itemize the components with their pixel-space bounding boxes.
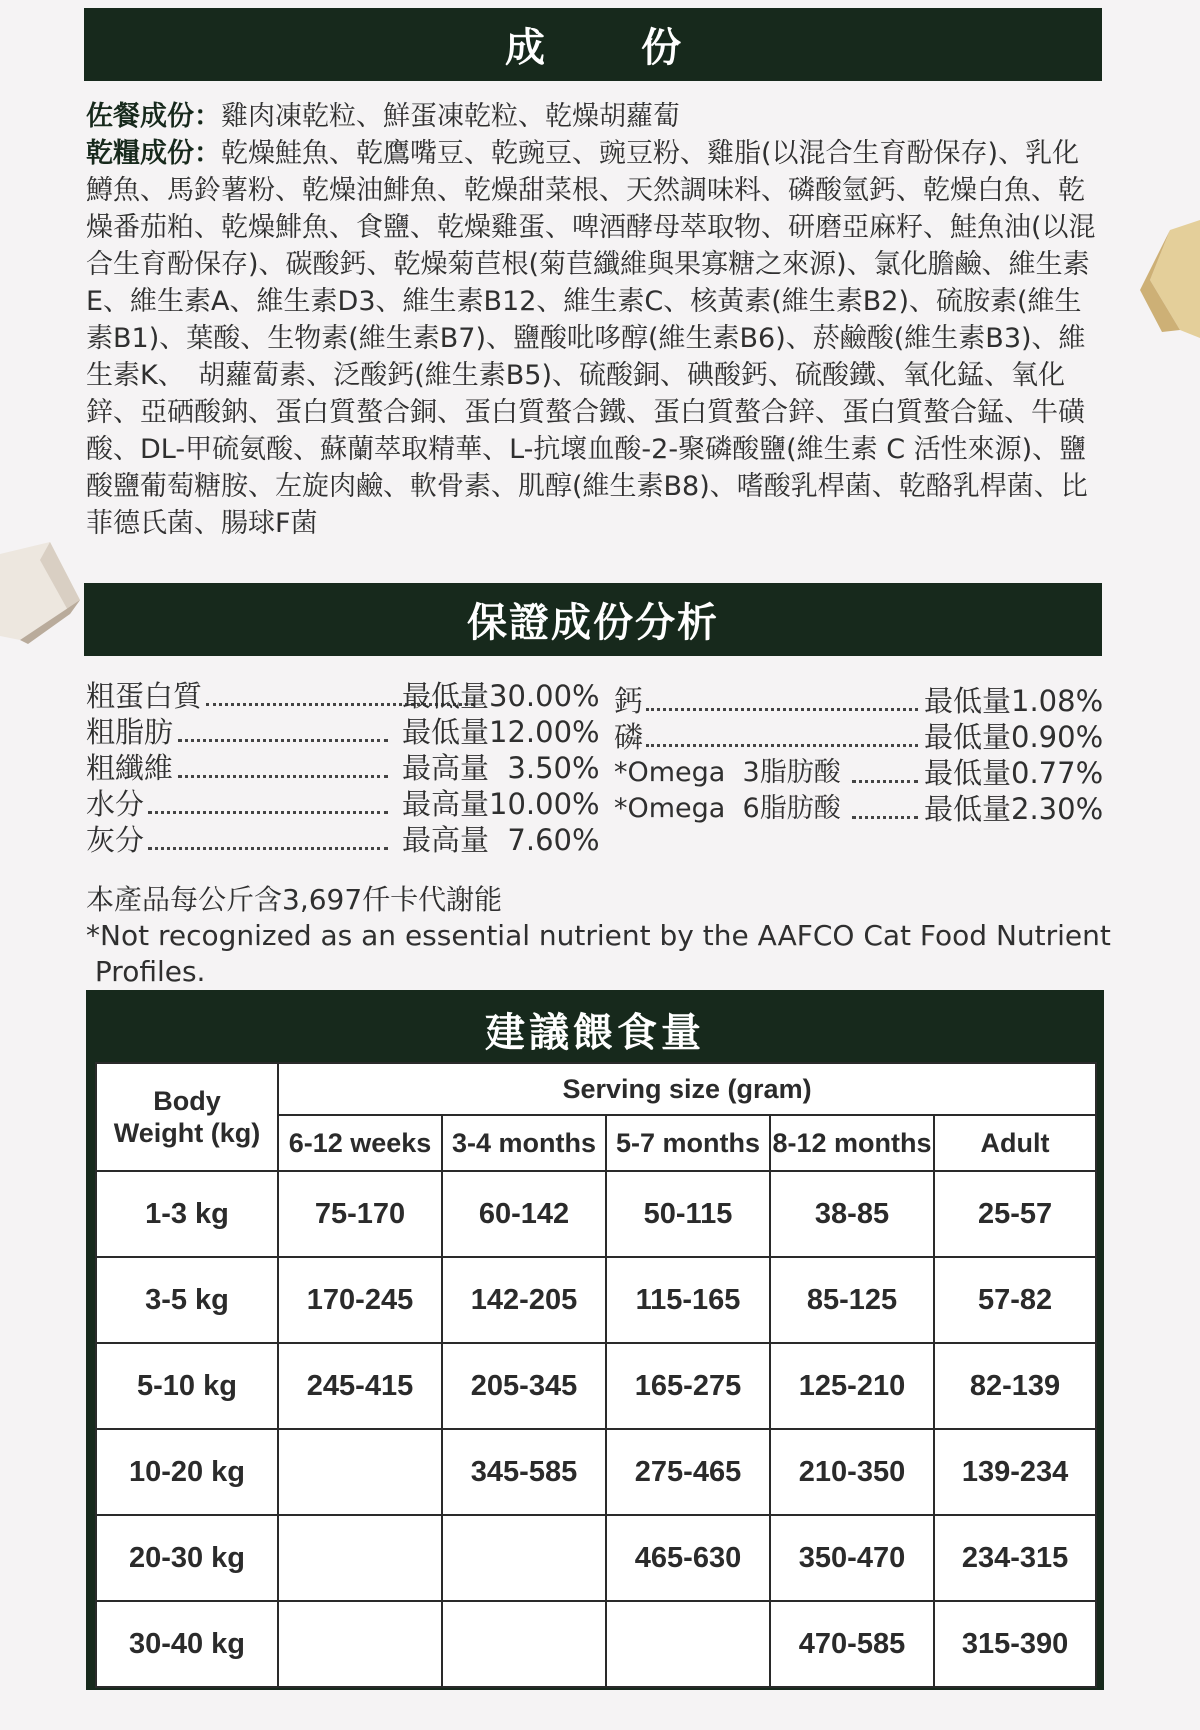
weight-cell: 1-3 kg (96, 1171, 278, 1257)
serving-cell (278, 1601, 442, 1687)
analysis-row (614, 755, 1114, 791)
serving-cell: 142-205 (442, 1257, 606, 1343)
analysis-value: 最高量10.00% (402, 787, 600, 821)
age-header: 5-7 months (606, 1115, 770, 1171)
analysis-name: 灰分 (86, 823, 145, 857)
kibble-label: 乾糧成份： (86, 138, 221, 169)
feeding-guide (86, 990, 1104, 1690)
aafco-footnote: *Not recognized as an essential nutrient by the AAFCO Cat Food Nutrient Profiles. (86, 919, 1111, 988)
serving-cell: 345-585 (442, 1429, 606, 1515)
analysis-value: 最低量30.00% (402, 679, 600, 713)
table-header-row (96, 1063, 1096, 1115)
serving-cell: 245-415 (278, 1343, 442, 1429)
analysis-value: 最低量0.90% (924, 720, 1104, 754)
analysis-value: 最高量 7.60% (402, 823, 600, 857)
analysis-value: 最低量1.08% (924, 684, 1104, 718)
analysis-name: *Omega 6脂肪酸 (614, 793, 841, 824)
serving-cell: 165-275 (606, 1343, 770, 1429)
analysis-row (86, 822, 600, 858)
analysis-row (614, 683, 1114, 719)
analysis-row (86, 678, 600, 714)
serving-cell: 315-390 (934, 1601, 1096, 1687)
age-header: 8-12 months (770, 1115, 934, 1171)
table-row (96, 1343, 1096, 1429)
energy-statement: 本產品每公斤含3,697仟卡代謝能 (86, 883, 503, 916)
analysis-name: *Omega 3脂肪酸 (614, 757, 841, 788)
table-row (96, 1429, 1096, 1515)
serving-cell: 50-115 (606, 1171, 770, 1257)
table-row (96, 1257, 1096, 1343)
weight-cell: 5-10 kg (96, 1343, 278, 1429)
age-header: Adult (934, 1115, 1096, 1171)
analysis-value: 最低量2.30% (924, 792, 1104, 826)
kibble-chunk-image-right (1140, 220, 1200, 340)
serving-cell: 470-585 (770, 1601, 934, 1687)
serving-cell: 210-350 (770, 1429, 934, 1515)
analysis-name: 鈣 (614, 684, 644, 718)
analysis-name: 水分 (86, 787, 145, 821)
topping-ingredients (86, 98, 1102, 135)
serving-cell (278, 1515, 442, 1601)
serving-cell: 82-139 (934, 1343, 1096, 1429)
serving-cell (278, 1429, 442, 1515)
weight-cell: 20-30 kg (96, 1515, 278, 1601)
feeding-guide-title: 建議餵食量 (485, 1009, 705, 1056)
analysis-row (614, 719, 1114, 755)
serving-cell: 75-170 (278, 1171, 442, 1257)
serving-cell: 275-465 (606, 1429, 770, 1515)
analysis-row (614, 791, 1114, 827)
table-row (96, 1515, 1096, 1601)
serving-cell: 234-315 (934, 1515, 1096, 1601)
kibble-ingredients (86, 135, 1102, 542)
analysis-row (86, 714, 600, 750)
ingredients-block (86, 98, 1102, 542)
serving-cell: 465-630 (606, 1515, 770, 1601)
serving-cell: 350-470 (770, 1515, 934, 1601)
table-row (96, 1171, 1096, 1257)
analysis-name: 粗纖維 (86, 751, 174, 785)
serving-cell: 25-57 (934, 1171, 1096, 1257)
serving-size-header: Serving size (gram) (278, 1063, 1096, 1115)
analysis-value: 最低量12.00% (402, 715, 600, 749)
serving-cell (442, 1601, 606, 1687)
topping-label: 佐餐成份： (86, 101, 221, 132)
body-weight-header: Body Weight (kg) (96, 1063, 278, 1171)
serving-cell: 205-345 (442, 1343, 606, 1429)
ingredients-section-title: 成 份 (84, 8, 1102, 81)
analysis-row (86, 750, 600, 786)
analysis-row (86, 786, 600, 822)
analysis-name: 粗脂肪 (86, 715, 174, 749)
feeding-table (95, 1062, 1097, 1688)
serving-cell: 125-210 (770, 1343, 934, 1429)
topping-text: 雞肉凍乾粒、鮮蛋凍乾粒、乾燥胡蘿蔔 (221, 101, 680, 132)
serving-cell: 85-125 (770, 1257, 934, 1343)
serving-cell: 115-165 (606, 1257, 770, 1343)
kibble-chunk-image-left (0, 540, 84, 650)
weight-cell: 10-20 kg (96, 1429, 278, 1515)
analysis-value: 最高量 3.50% (402, 751, 600, 785)
serving-cell (606, 1601, 770, 1687)
serving-cell: 170-245 (278, 1257, 442, 1343)
kibble-text: 乾燥鮭魚、乾鷹嘴豆、乾豌豆、豌豆粉、雞脂(以混合生育酚保存)、乳化鱒魚、馬鈴薯粉、乾燥油鯡魚、乾燥甜菜根、天然調味料、磷酸氫鈣、乾燥白魚、乾燥番茄粕、乾燥鯡魚、食鹽、乾燥雞蛋、啤酒酵母萃取物、研磨亞麻籽、鮭魚油(以混合生育酚保存)、碳酸鈣、乾燥菊苣根(菊苣纖維與果寡糖之來源)、氯化膽鹼、維生素E、維生素A、維生素D3、維生素B12、維生素C、核黃素(維生素B2)、硫胺素(維生素B1)、葉酸、生物素(維生素B7)、鹽酸吡哆醇(維生素B6)、菸鹼酸(維生素B3)、維生素K、 胡蘿蔔素、泛酸鈣(維生素B5)、硫酸銅、碘酸鈣、硫酸鐵、氧化錳、氧化鋅、亞硒酸鈉、蛋白質螯合銅、蛋白質螯合鐵、蛋白質螯合鋅、蛋白質螯合錳、牛磺酸、DL-甲硫氨酸、蘇蘭萃取精華、L-抗壞血酸-2-聚磷酸鹽(維生素 C 活性來源)、鹽酸鹽葡萄糖胺、左旋肉鹼、軟骨素、肌醇(維生素B8)、嗜酸乳桿菌、乾酪乳桿菌、比菲德氏菌、腸球F菌 (86, 138, 1096, 539)
analysis-value: 最低量0.77% (924, 756, 1104, 790)
weight-cell: 3-5 kg (96, 1257, 278, 1343)
analysis-name: 磷 (614, 720, 644, 754)
age-header: 6-12 weeks (278, 1115, 442, 1171)
weight-cell: 30-40 kg (96, 1601, 278, 1687)
age-header: 3-4 months (442, 1115, 606, 1171)
serving-cell (442, 1515, 606, 1601)
guaranteed-analysis-title: 保證成份分析 (84, 583, 1102, 656)
serving-cell: 38-85 (770, 1171, 934, 1257)
serving-cell: 139-234 (934, 1429, 1096, 1515)
serving-cell: 60-142 (442, 1171, 606, 1257)
serving-cell: 57-82 (934, 1257, 1096, 1343)
analysis-name: 粗蛋白質 (86, 679, 203, 713)
table-row (96, 1601, 1096, 1687)
